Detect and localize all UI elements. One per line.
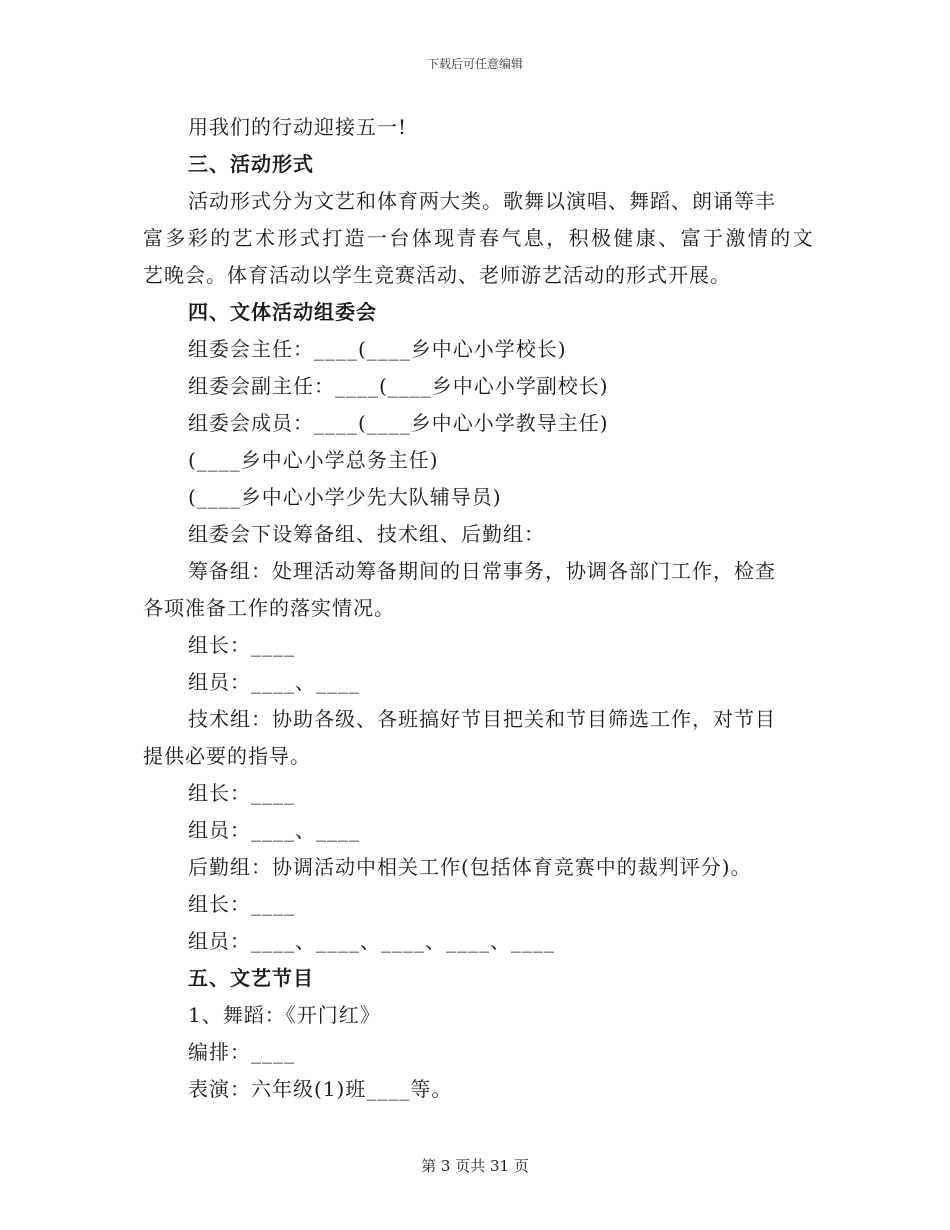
text-line: 组委会下设筹备组、技术组、后勤组： (188, 522, 545, 546)
text-line: 富多彩的艺术形式打造一台体现青春气息，积极健康、富于激情的文 (143, 226, 815, 250)
page-header: 下载后可任意编辑 (426, 57, 523, 71)
text-line: 编排：____ (188, 1040, 295, 1064)
text-line: 艺晚会。体育活动以学生竞赛活动、老师游艺活动的形式开展。 (143, 263, 731, 287)
text-line: 表演：六年级(1)班____等。 (188, 1077, 453, 1101)
text-line: 组员：____、____ (188, 818, 360, 842)
text-line: 组长：____ (188, 892, 295, 916)
text-line: 用我们的行动迎接五一! (188, 115, 408, 139)
section-heading: 三、活动形式 (188, 152, 314, 176)
section-heading: 五、文艺节目 (188, 966, 314, 990)
text-line: 技术组：协助各级、各班搞好节目把关和节目筛选工作，对节目 (188, 707, 776, 731)
text-line: 后勤组：协调活动中相关工作(包括体育竞赛中的裁判评分)。 (188, 855, 752, 879)
text-line: 1、舞蹈：《开门红》 (188, 1003, 381, 1027)
text-line: 组长：____ (188, 633, 295, 657)
page-footer: 第 3 页共 31 页 (421, 1157, 529, 1175)
text-line: 组委会成员：____(____乡中心小学教导主任) (188, 411, 609, 435)
text-line: 组长：____ (188, 781, 295, 805)
text-line: 组委会主任：____(____乡中心小学校长) (188, 337, 567, 361)
text-line: 组委会副主任：____(____乡中心小学副校长) (188, 374, 609, 398)
text-line: (____乡中心小学总务主任) (188, 448, 439, 472)
text-line: 组员：____、____ (188, 670, 360, 694)
text-line: 各项准备工作的落实情况。 (143, 596, 395, 620)
text-line: 组员：____、____、____、____、____ (188, 929, 555, 953)
text-line: 活动形式分为文艺和体育两大类。歌舞以演唱、舞蹈、朗诵等丰 (188, 189, 776, 213)
section-heading: 四、文体活动组委会 (188, 300, 377, 324)
text-line: (____乡中心小学少先大队辅导员) (188, 485, 502, 509)
text-line: 提供必要的指导。 (143, 744, 311, 768)
text-line: 筹备组：处理活动筹备期间的日常事务，协调各部门工作，检查 (188, 559, 776, 583)
